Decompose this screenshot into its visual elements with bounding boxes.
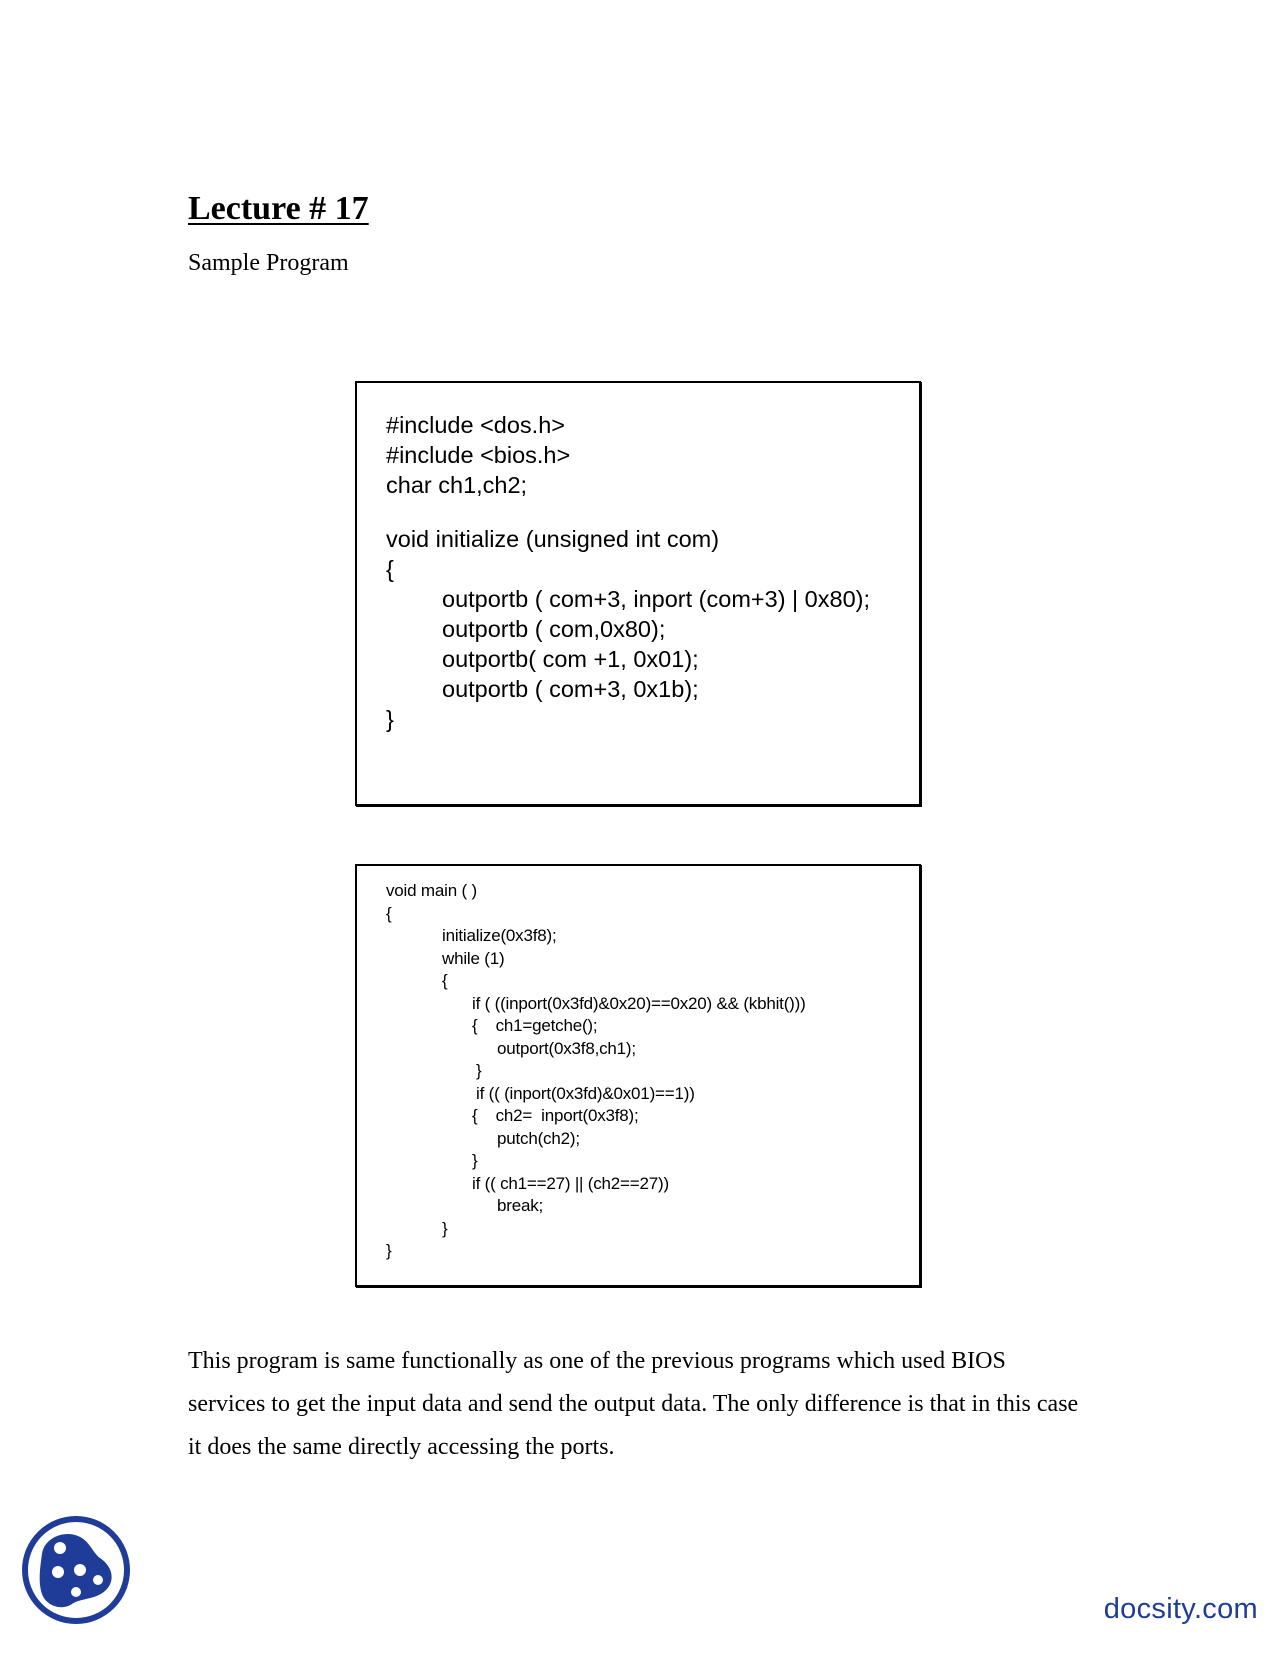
docsity-brand-link[interactable]: docsity.com (1103, 1593, 1258, 1625)
body-paragraph: This program is same functionally as one of the previous programs which used BIOS services to get the input data and send the output data. The only difference is that in this case it does the same directly accessing the ports. (188, 1348, 1079, 1460)
code-line: { (386, 555, 394, 582)
code-line: #include <dos.h> (386, 412, 566, 438)
code-line: } (386, 1241, 392, 1260)
code-line: break; (497, 1196, 544, 1215)
code-line: while (1) (442, 948, 505, 968)
code-line: { (442, 971, 448, 990)
code-line: { (386, 903, 392, 923)
code-line: if (( (inport(0x3fd)&0x01)==1)) (476, 1083, 695, 1103)
code-line: void initialize (unsigned int com) (386, 525, 720, 552)
code-line: void main ( ) (386, 881, 477, 900)
docsity-logo-icon (20, 1514, 132, 1626)
code-line: if (( ch1==27) || (ch2==27)) (472, 1173, 669, 1193)
code-line: outportb ( com,0x80); (442, 615, 666, 642)
code-line: outportb( com +1, 0x01); (442, 645, 699, 672)
code-line: putch(ch2); (497, 1128, 580, 1148)
code-lines (386, 880, 806, 1263)
code-line: } (472, 1151, 478, 1170)
code-line: char ch1,ch2; (386, 472, 528, 498)
code-line: if ( ((inport(0x3fd)&0x20)==0x20) && (kbhit())) (472, 993, 806, 1013)
code-line: outport(0x3f8,ch1); (497, 1038, 636, 1058)
code-line: } (476, 1061, 482, 1080)
code-line: initialize(0x3f8); (442, 926, 557, 945)
code-block-initialize (355, 381, 921, 806)
page-title: Lecture # 17 (188, 190, 369, 227)
code-line (386, 500, 870, 524)
code-line: { ch1=getche(); (472, 1016, 598, 1035)
code-lines (386, 410, 870, 734)
code-line: } (386, 705, 394, 732)
code-line: outportb ( com+3, inport (com+3) | 0x80); (442, 585, 870, 612)
code-line: } (442, 1218, 448, 1238)
code-line: #include <bios.h> (386, 442, 571, 468)
code-block-main (355, 864, 921, 1287)
code-line: outportb ( com+3, 0x1b); (442, 675, 699, 702)
page-subtitle: Sample Program (188, 250, 349, 276)
code-line: { ch2= inport(0x3f8); (472, 1106, 639, 1125)
